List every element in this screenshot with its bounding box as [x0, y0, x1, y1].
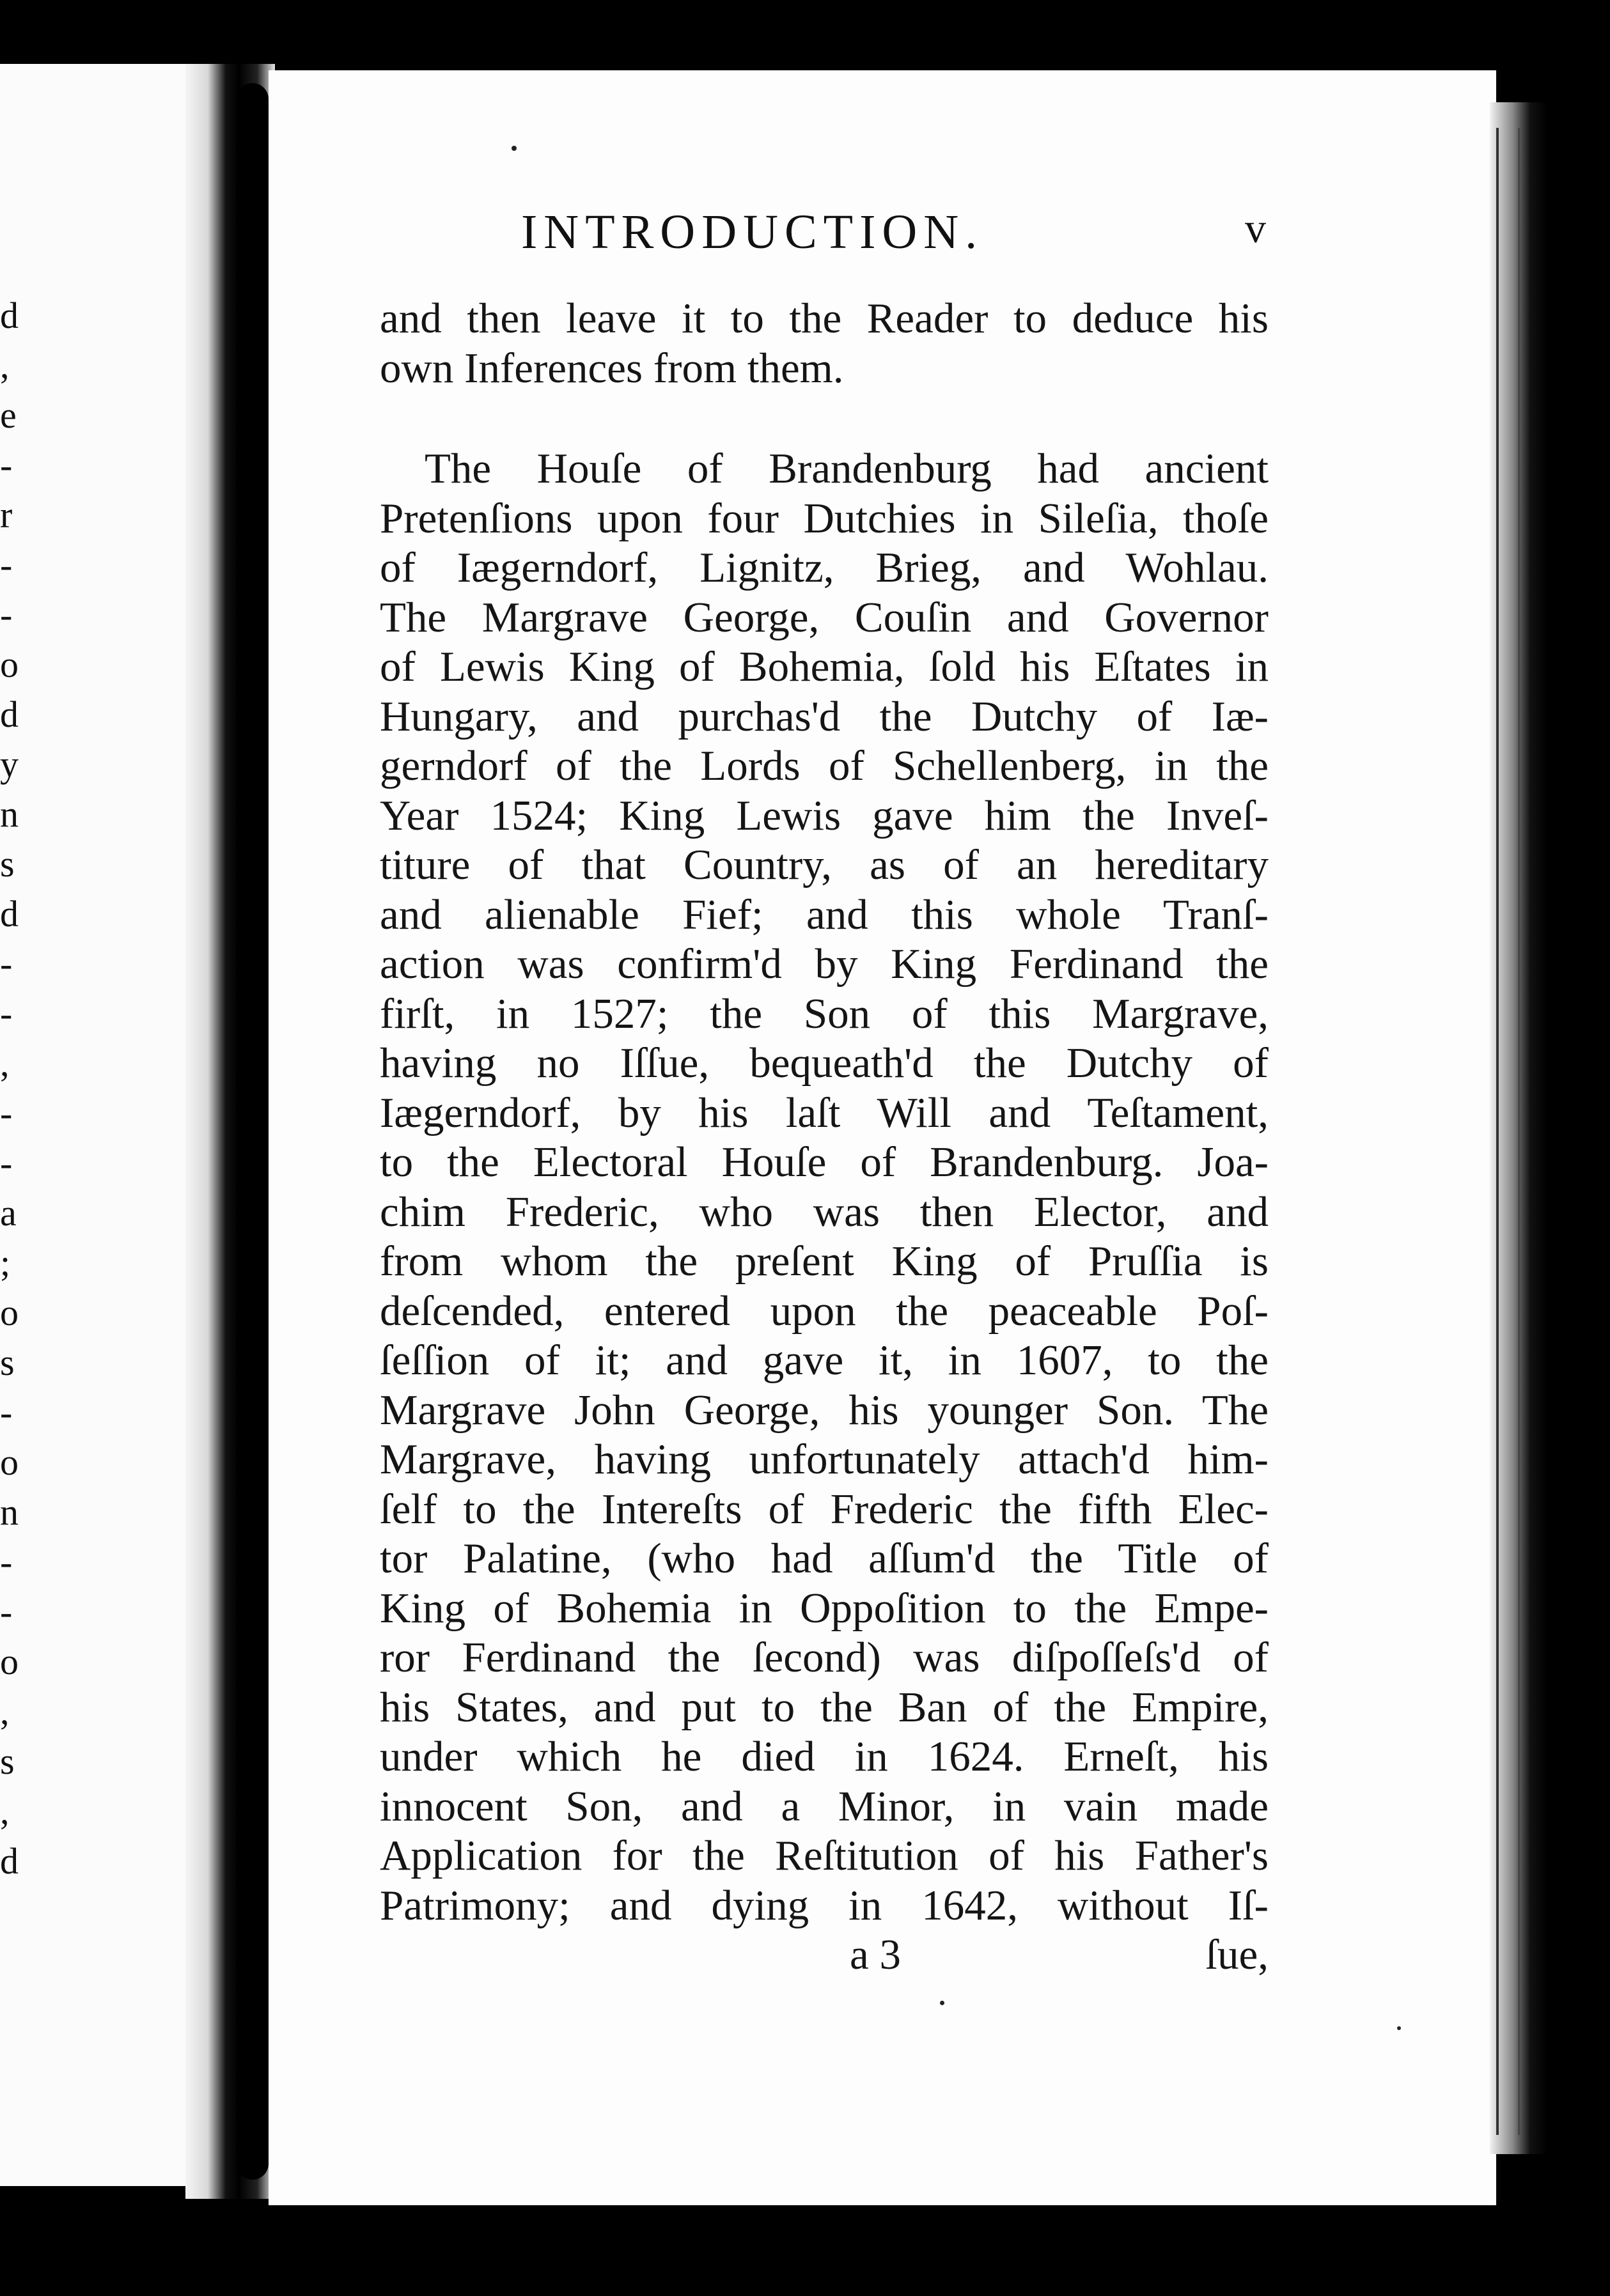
text-line: of Iægerndorf, Lignitz, Brieg, and Wohlau.: [380, 544, 1269, 591]
page-header: [377, 205, 1266, 268]
left-page-fragment: [0, 64, 192, 2186]
text-line: chim Frederic, who was then Elector, and: [380, 1188, 1269, 1236]
left-margin-char: y: [0, 743, 19, 785]
text-line: deſcended, entered upon the peaceable Poſ-: [380, 1287, 1269, 1335]
text-line: and alienable Fief; and this whole Tranſ-: [380, 890, 1269, 938]
left-margin-char: ,: [0, 1691, 10, 1732]
body-text: [380, 294, 1269, 1930]
left-margin-char: -: [0, 943, 13, 984]
left-margin-char: ;: [0, 1242, 11, 1284]
signature-mark: a 3: [850, 1931, 901, 1978]
text-line: gerndorf of the Lords of Schellenberg, in the: [380, 742, 1269, 789]
left-margin-char: -: [0, 1392, 13, 1433]
left-margin-char: d: [0, 1840, 19, 1882]
ink-speck: [512, 146, 517, 151]
text-line: his States, and put to the Ban of the Empire,: [380, 1683, 1269, 1731]
left-margin-char: -: [0, 444, 13, 486]
text-line: and then leave it to the Reader to deduce his: [380, 295, 1269, 342]
page-footer: [380, 1930, 1269, 1982]
left-margin-char: ,: [0, 345, 10, 386]
catchword: ſue,: [1205, 1931, 1269, 1978]
text-line: ſelf to the Intereſts of Frederic the fifth Elec-: [380, 1485, 1269, 1533]
left-margin-char: -: [0, 1092, 13, 1134]
ink-speck: [940, 2001, 944, 2005]
text-line: Iægerndorf, by his laſt Will and Teſtament,: [380, 1089, 1269, 1136]
gutter-shadow: [237, 83, 269, 2180]
text-line: from whom the preſent King of Pruſſia is: [380, 1237, 1269, 1285]
left-margin-char: e: [0, 394, 17, 436]
left-margin-char: d: [0, 893, 19, 935]
left-margin-char: -: [0, 1142, 13, 1184]
text-line: own Inferences from them.: [380, 344, 844, 392]
text-line: Patrimony; and dying in 1642, without Iſ-: [380, 1881, 1269, 1929]
left-margin-char: d: [0, 694, 19, 735]
text-line: Year 1524; King Lewis gave him the Inveſ-: [380, 791, 1269, 839]
text-line: Margrave, having unfortunately attach'd him-: [380, 1436, 1269, 1483]
text-line: under which he died in 1624. Erneſt, his: [380, 1733, 1269, 1780]
left-margin-char: o: [0, 644, 19, 685]
page-number: v: [1245, 205, 1266, 252]
left-margin-char: n: [0, 1491, 19, 1533]
left-margin-char: ,: [0, 1043, 10, 1084]
paragraph-break: [380, 393, 1269, 444]
text-line: ſeſſion of it; and gave it, in 1607, to the: [380, 1337, 1269, 1384]
text-line: The Houſe of Brandenburg had ancient: [425, 445, 1269, 492]
left-margin-char: o: [0, 1441, 19, 1483]
left-margin-char: n: [0, 793, 19, 835]
page-edge-lines: [1496, 128, 1520, 2135]
text-line: tor Palatine, (who had aſſum'd the Title of: [380, 1535, 1269, 1582]
left-margin-char: -: [0, 1591, 13, 1633]
left-margin-char: ,: [0, 1790, 10, 1832]
left-margin-char: r: [0, 494, 13, 536]
text-line: Pretenſions upon four Dutchies in Sileſia, thoſe: [380, 494, 1269, 542]
text-line: action was confirm'd by King Ferdinand the: [380, 940, 1269, 988]
left-margin-char: s: [0, 1342, 15, 1383]
running-head: INTRODUCTION.: [521, 205, 984, 259]
left-margin-char: a: [0, 1192, 17, 1234]
text-line: ror Ferdinand the ſecond) was diſpoſſeſs'd of: [380, 1634, 1269, 1681]
left-margin-char: s: [0, 1741, 15, 1782]
text-line: titure of that Country, as of an hereditary: [380, 841, 1269, 888]
text-line: Margrave John George, his younger Son. The: [380, 1386, 1269, 1434]
text-line: Application for the Reſtitution of his Father's: [380, 1832, 1269, 1879]
text-line: of Lewis King of Bohemia, ſold his Eſtates in: [380, 643, 1269, 690]
text-line: to the Electoral Houſe of Brandenburg. Joa-: [380, 1138, 1269, 1186]
text-line: King of Bohemia in Oppoſition to the Empe-: [380, 1584, 1269, 1632]
left-margin-char: -: [0, 1541, 13, 1583]
left-margin-char: -: [0, 993, 13, 1034]
ink-speck: [1397, 2026, 1401, 2030]
left-margin-char: o: [0, 1641, 19, 1682]
left-margin-char: -: [0, 544, 13, 586]
text-line: The Margrave George, Couſin and Governor: [380, 593, 1269, 641]
text-line: having no Iſſue, bequeath'd the Dutchy of: [380, 1039, 1269, 1087]
left-margin-char: o: [0, 1292, 19, 1333]
text-line: firſt, in 1527; the Son of this Margrave,: [380, 989, 1269, 1037]
text-line: innocent Son, and a Minor, in vain made: [380, 1782, 1269, 1830]
left-margin-char: d: [0, 295, 19, 336]
left-margin-char: -: [0, 594, 13, 635]
left-page-line-endings: [0, 291, 26, 1886]
text-line: Hungary, and purchas'd the Dutchy of Iæ-: [380, 692, 1269, 740]
left-margin-char: s: [0, 843, 15, 885]
